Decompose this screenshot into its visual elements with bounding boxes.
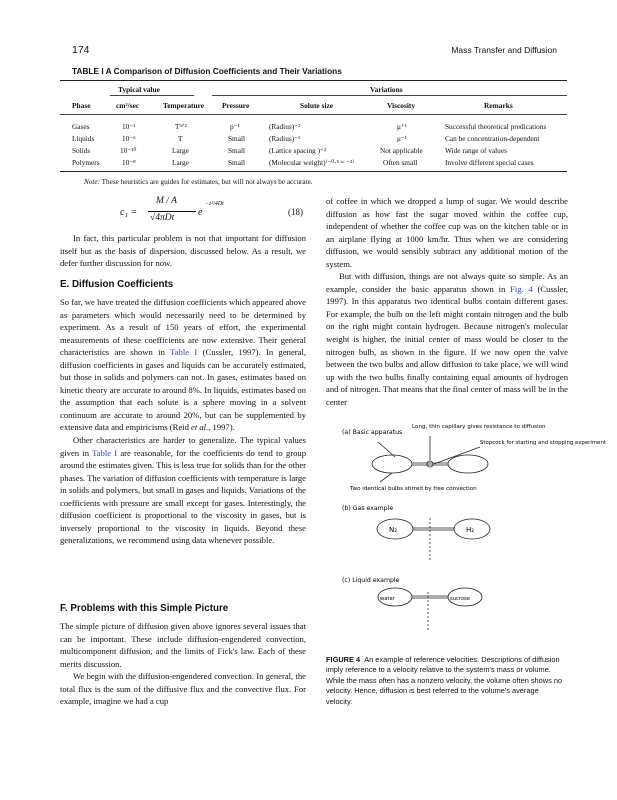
table-header-cell: Remarks [484, 101, 513, 110]
paragraph [60, 296, 306, 434]
table-header-cell: Temperature [163, 101, 205, 110]
figure-label-bulbs: Two identical bulbs stirred by free convection [350, 486, 477, 492]
table-cell: (Lattice spacing )⁺² [269, 146, 327, 155]
table-header-cell: Pressure [222, 101, 250, 110]
table-header-cell: Solute size [300, 101, 334, 110]
table-header-cell: cm²/sec [116, 101, 140, 110]
table-cell: 10⁻¹⁰ [120, 146, 137, 155]
table-note-text: These heuristics are guides for estimates, but will not always be accurate. [101, 178, 313, 186]
table-cell: μ⁺¹ [397, 122, 407, 131]
right-column-body [326, 195, 568, 408]
table-group-typical: Typical value [118, 85, 160, 94]
left-section-e-body [60, 296, 306, 547]
table-1-link[interactable]: Table I [170, 347, 198, 358]
table-cell: Small [228, 158, 246, 167]
leader-line [378, 442, 395, 457]
liquid-right-label: sucrose [450, 596, 470, 602]
table-note [84, 178, 313, 186]
equation-exponent: −z²/4Dt [205, 201, 224, 207]
table-cell: Small [228, 134, 246, 143]
table-header-cell: Phase [72, 101, 91, 110]
table-cell: Often small [383, 158, 418, 167]
table-caption: TABLE I A Comparison of Diffusion Coefficients and Their Variations [72, 66, 342, 76]
page-number: 174 [72, 44, 90, 56]
figure-caption-label: FIGURE 4 [326, 655, 361, 664]
equation-denominator: √4πDt [150, 213, 175, 223]
table-cell: Wide range of values [445, 146, 507, 155]
figure-4-caption [326, 655, 566, 707]
figure-label-stopcock: Stopcock for starting and stopping experiment [480, 440, 606, 446]
table-cell: (Radius)⁻² [269, 122, 301, 131]
gas-right-label: H₂ [466, 526, 475, 534]
figure-4-diagram [340, 422, 606, 652]
table-cell: Liquids [72, 134, 95, 143]
left-section-f-body [60, 620, 306, 708]
table-cell: Large [172, 146, 189, 155]
text-run: So far, we have treated the diffusion coefficients which appeared above as parameters which would necessarily need to be determined by experiment. As a result of 150 years of effort, the experimental measurements of these coefficients are now extensive. Their general characteristics are shown in [60, 297, 306, 358]
text-run: (Cussler, 1997). In this apparatus two identical bulbs contain different gases. For example, the bulb on the left might contain nitrogen and the bulb on the right might contain hydrogen. Because nitrogen's molecular weight is higher, the initial center of mass would be closer to the nitrogen bulb, as shown in the figure. If we now open the valve between the two bulbs and allow diffusion to take place, we will wind up with the two bulbs finally containing equal amounts of hydrogen and of nitrogen. That means that the final center of mass will be in the center [326, 283, 568, 407]
table-cell: Small [228, 146, 246, 155]
figure-label-c: (c) Liquid example [342, 577, 400, 584]
table-cell: Involve different special cases [445, 158, 534, 167]
table-note-label: Note: [84, 178, 100, 186]
table-bottom-rule [60, 171, 567, 172]
equation-18 [120, 195, 330, 231]
table-cell: (Radius)⁻¹ [269, 134, 301, 143]
table-cell: Large [172, 158, 189, 167]
figure-label-a: (a) Basic apparatus [342, 429, 403, 436]
paragraph: In fact, this particular problem is not that important for diffusion itself but as the basis of dispersion, discussed below. As a result, we defer further discussion for now. [60, 233, 306, 269]
table-header-cell: Viscosity [387, 101, 416, 110]
section-heading-f: F. Problems with this Simple Picture [60, 603, 229, 614]
section-heading-e: E. Diffusion Coefficients [60, 279, 174, 290]
table-cell: Gases [72, 122, 90, 131]
table-cell: Polymers [72, 158, 100, 167]
right-bulb-a [448, 455, 488, 473]
stopcock [427, 461, 433, 467]
table-cell: Successful theoretical predications [445, 122, 547, 131]
table-cell: p⁻¹ [230, 122, 240, 131]
text-run: Other characteristics are harder to generalize. The typical values given in [60, 435, 306, 458]
table-cell: 10⁻⁵ [122, 134, 136, 143]
figure-label-b: (b) Gas example [342, 505, 394, 512]
table-cell: (Molecular weight)⁽⁻⁰·⁵ ᵗᵒ ⁻²⁾ [269, 158, 355, 167]
table-cell: Solids [72, 146, 91, 155]
figure-4-link[interactable]: Fig. 4 [510, 283, 533, 294]
equation-exp-base: e [198, 207, 203, 218]
paragraph [326, 270, 568, 408]
paragraph: We begin with the diffusion-engendered convection. In general, the total flux is the sum of the diffusive flux and the convective flux. For example, imagine we had a cup [60, 671, 306, 707]
table-cell: μ⁻¹ [397, 134, 407, 143]
left-para-1 [60, 232, 306, 270]
table-1-link[interactable]: Table I [92, 447, 118, 458]
table-cell: 10⁻¹ [122, 122, 136, 131]
running-head: Mass Transfer and Diffusion [451, 45, 557, 55]
text-run: (Cussler, 1997). In general, diffusion coefficients in gases and liquids can be accurately estimated, but those in solids and polymers can not. In gases, estimates based on kinetic theory are accurate to around 8%. In liquids, estimates based on the assumption that each solute is a sphere moving in a solvent continuum are accurate to around 20%, but can be supplemented by extensive data and empiricisms (Reid [60, 347, 306, 433]
figure-label-capillary: Long, thin capillary gives resistance to diffusion [412, 424, 546, 430]
table-cell: T [178, 134, 183, 143]
table-group-rule [212, 95, 567, 96]
fraction-bar [148, 211, 196, 212]
table-cell: 10⁻⁸ [122, 158, 136, 167]
paragraph [60, 434, 306, 547]
table-cell: Can be concentration-dependent [445, 134, 540, 143]
text-run: , 1997). [208, 422, 235, 433]
equation-number: (18) [288, 207, 303, 217]
table-top-rule [60, 80, 567, 81]
figure-caption-text: An example of reference velocities. Descriptions of diffusion imply reference to a velocity relative to the system's mass or volume. While the mass often has a nonzero velocity, the volume often shows no velocity. Hence, diffusion is best referred to the volume's average velocity. [326, 655, 563, 706]
leader-line [380, 473, 392, 482]
text-run: But with diffusion, things are not always quite so simple. As an example, consider the basic apparatus shown in [326, 271, 568, 294]
table-group-rule [110, 95, 194, 96]
left-bulb-a [372, 455, 412, 473]
table-group-variations: Variations [370, 85, 403, 94]
table-header-rule [60, 114, 567, 115]
table-cell: T³ᐟ² [175, 122, 187, 131]
table-cell: Not applicable [380, 146, 423, 155]
liquid-left-label: water [380, 596, 395, 602]
text-run: are reasonable, for the coefficients do tend to group around the estimates given. This is less true for solids than for the other phases. The variation of diffusion coefficients with temperature is large in solids and polymers, but small in gases and liquids. Variations of the coefficients with pressure are small except for gases. Interestingly, the diffusion coefficient is proportional to the viscosity in gases, but is inversely proportional to the viscosity in liquids. Beyond these generalizations, we recommend using data whenever possible. [60, 447, 306, 546]
equation-lhs: c₁ = [120, 207, 138, 218]
text-run: et al. [191, 422, 209, 433]
equation-numerator: M / A [156, 196, 177, 206]
paragraph: of coffee in which we dropped a lump of sugar. We would describe diffusion as how fast the sugar moved within the coffee cup, independent of whether the coffee cup was on the kitchen table or in an airplane flying at 1000 km/hr. Thus when we are considering diffusion, we would sensibly subtract any additional motion of the system. [326, 196, 568, 269]
gas-left-label: N₂ [389, 526, 398, 534]
paragraph: The simple picture of diffusion given above ignores several issues that can be important. These include diffusion-engendered convection, multicomponent diffusion, and the limits of Fick's law. Each of these merits discussion. [60, 621, 306, 669]
